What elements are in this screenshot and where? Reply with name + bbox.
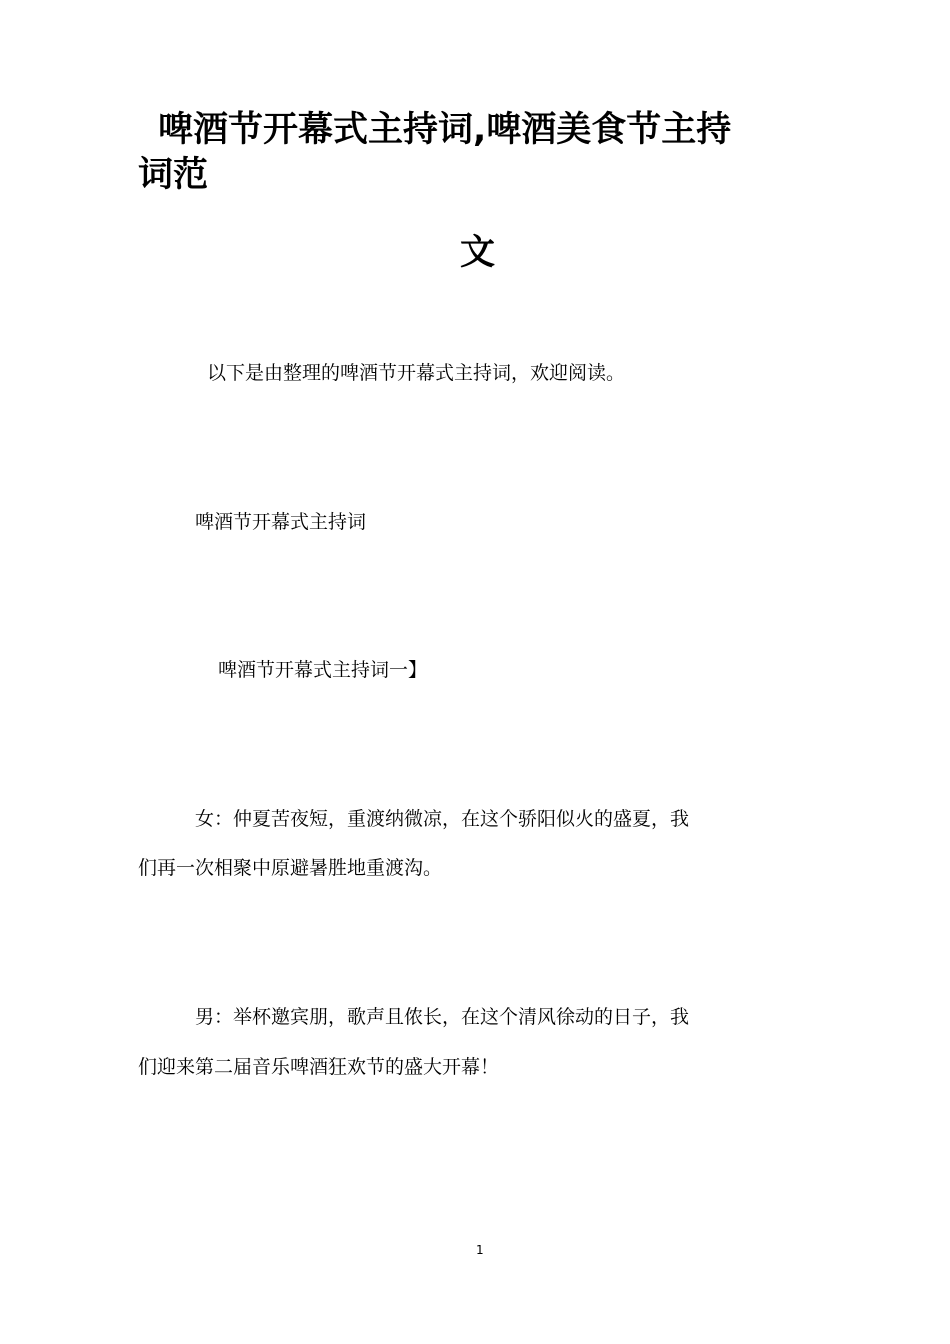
intro-paragraph: 以下是由整理的啤酒节开幕式主持词，欢迎阅读。 — [207, 362, 626, 384]
male-host-paragraph-line-1: 男：举杯邀宾朋，歌声且侬长，在这个清风徐动的日子，我 — [195, 1006, 690, 1028]
male-host-paragraph-line-2: 们迎来第二届音乐啤酒狂欢节的盛大开幕！ — [138, 1056, 500, 1078]
page-number: 1 — [476, 1243, 484, 1257]
female-host-paragraph-line-2: 们再一次相聚中原避暑胜地重渡沟。 — [138, 857, 443, 879]
document-title-line-1: 啤酒节开幕式主持词,啤酒美食节主持 — [158, 110, 732, 150]
document-title-line-2: 词范 — [138, 155, 209, 195]
subsection-heading: 啤酒节开幕式主持词一】 — [218, 659, 428, 681]
female-host-paragraph-line-1: 女：仲夏苦夜短，重渡纳微凉，在这个骄阳似火的盛夏，我 — [195, 808, 690, 830]
document-title-line-3: 文 — [460, 233, 496, 273]
section-heading: 啤酒节开幕式主持词 — [195, 511, 367, 533]
